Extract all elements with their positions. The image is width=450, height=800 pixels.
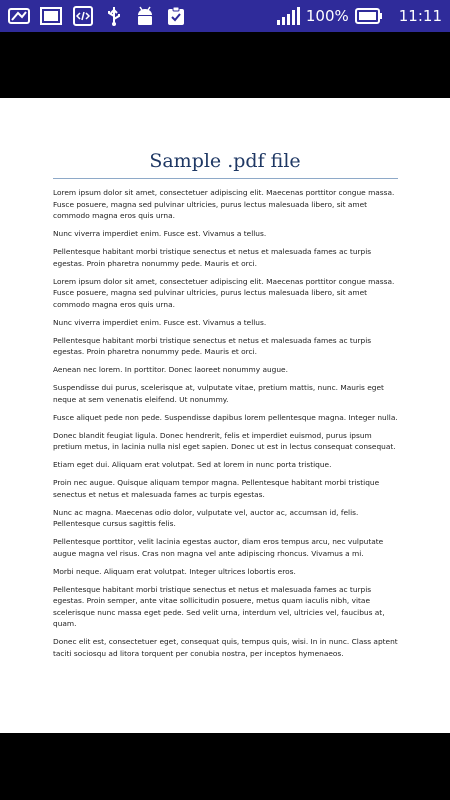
paragraph: Morbi neque. Aliquam erat volutpat. Integer ultrices lobortis eros. xyxy=(53,566,296,576)
pdf-page[interactable] xyxy=(0,98,450,733)
code-icon xyxy=(72,6,94,26)
document-body xyxy=(53,187,399,666)
paragraph: Pellentesque habitant morbi tristique senectus et netus et malesuada fames ac turpis egestas. Proin pharetra nonummy pede. Mauris et orci. xyxy=(53,247,372,268)
android-icon xyxy=(134,6,156,26)
paragraph: Proin nec augue. Quisque aliquam tempor magna. Pellentesque habitant morbi tristique senectus et netus et malesuada fames ac turpis egestas. xyxy=(53,478,380,499)
paragraph: Suspendisse dui purus, scelerisque at, vulputate vitae, pretium mattis, nunc. Mauris eget neque at sem venenatis eleifend. Ut nonummy. xyxy=(53,383,384,404)
paragraph: Pellentesque porttitor, velit lacinia egestas auctor, diam eros tempus arcu, nec vulputate augue magna vel risus. Cras non magna vel ante adipiscing rhoncus. Vivamus a mi. xyxy=(53,537,384,558)
paragraph: Nunc viverra imperdiet enim. Fusce est. Vivamus a tellus. xyxy=(53,229,267,238)
viewer-bottom-margin xyxy=(0,733,450,800)
paragraph: Aenean nec lorem. In porttitor. Donec laoreet nonummy augue. xyxy=(53,365,288,374)
battery-percent: 100% xyxy=(305,7,349,25)
paragraph: Pellentesque habitant morbi tristique senectus et netus et malesuada fames ac turpis egestas. Proin semper, ante vitae sollicitudin posuere, metus quam iaculis nibh, vitae scelerisque nunc massa eget pede. Sed velit urna, interdum vel, ultricies vel, faucibus at, quam. xyxy=(53,584,385,628)
paragraph: Fusce aliquet pede non pede. Suspendisse dapibus lorem pellentesque magna. Integer nulla. xyxy=(53,412,398,422)
paragraph: Etiam eget dui. Aliquam erat volutpat. Sed at lorem in nunc porta tristique. xyxy=(53,460,332,469)
paragraph: Lorem ipsum dolor sit amet, consectetuer adipiscing elit. Maecenas porttitor congue massa. Fusce posuere, magna sed pulvinar ultricies, purus lectus malesuada libero, sit amet commodo magna eros quis urna. xyxy=(53,188,395,220)
clipboard-check-icon xyxy=(165,6,187,26)
paragraph: Donec blandit feugiat ligula. Donec hendrerit, felis et imperdiet euismod, purus ipsum pretium metus, in lacinia nulla nisl eget sapien. Donec ut est in lectus consequat consequat. xyxy=(53,430,396,451)
document-title: Sample .pdf file xyxy=(149,150,301,172)
title-divider xyxy=(53,178,398,179)
usb-icon xyxy=(103,6,125,26)
battery-icon xyxy=(355,8,383,24)
paragraph: Donec elit est, consectetuer eget, consequat quis, tempus quis, wisi. In in nunc. Class aptent taciti sociosqu ad litora torquent per conubia nostra, per inceptos hymenaeos. xyxy=(53,637,398,658)
viewer-top-margin xyxy=(0,32,450,98)
signal-bars-icon xyxy=(276,6,300,26)
paragraph: Nunc viverra imperdiet enim. Fusce est. Vivamus a tellus. xyxy=(53,317,267,327)
screenshot-icon xyxy=(40,6,62,26)
status-right xyxy=(276,0,442,32)
picture-icon xyxy=(8,6,30,26)
clock: 11:11 xyxy=(398,7,442,25)
status-bar xyxy=(0,0,450,32)
paragraph: Nunc ac magna. Maecenas odio dolor, vulputate vel, auctor ac, accumsan id, felis. Pellentesque cursus sagittis felis. xyxy=(53,507,359,528)
paragraph: Pellentesque habitant morbi tristique senectus et netus et malesuada fames ac turpis egestas. Proin pharetra nonummy pede. Mauris et orci. xyxy=(53,335,372,356)
paragraph: Lorem ipsum dolor sit amet, consectetuer adipiscing elit. Maecenas porttitor congue massa. Fusce posuere, magna sed pulvinar ultricies, purus lectus malesuada libero, sit amet commodo magna eros quis urna. xyxy=(53,276,395,309)
